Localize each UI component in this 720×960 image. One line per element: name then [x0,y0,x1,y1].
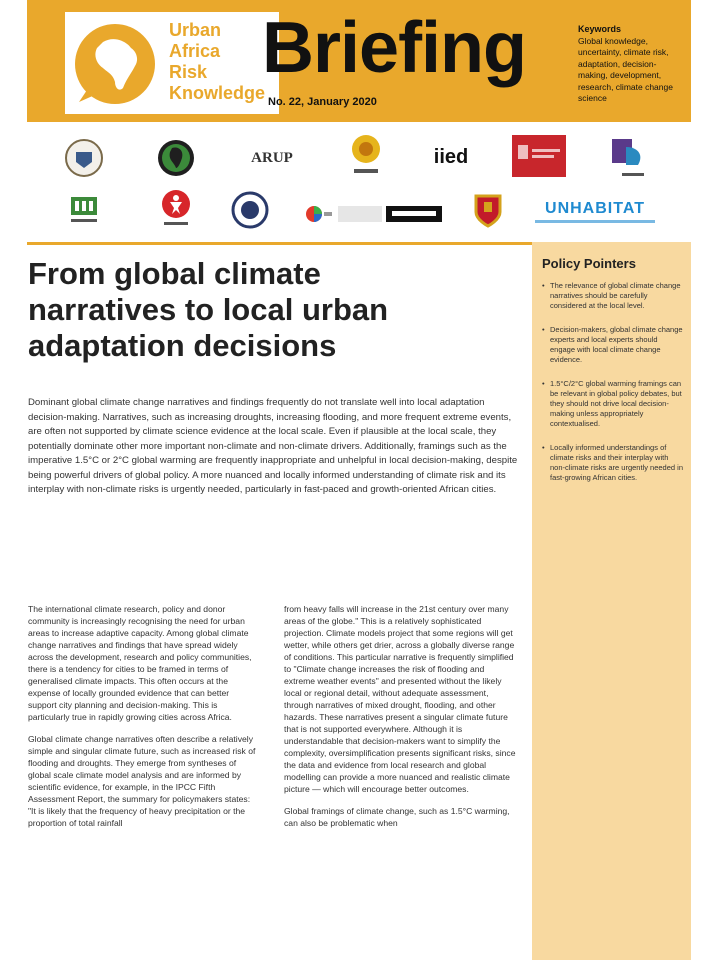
article-intro: Dominant global climate change narratives and findings frequently do not translate well into local adaptation decision-making. Narratives, such as increasing droughts, increasing flooding, and more frequent extreme events, are often not supported by climate science evidence at the local scale. Even if plausible at the local scale, they potentially dominate other more important non-climate and non-climate drivers. Additionally, framings such as the imperative 1.5°C or 2°C global warming are frequently inappropriate and unhelpful in local decision-making, despite being powerful drivers of global policy. A more nuanced and locally informed understanding of climate risk and its interplay with non-climate risks is urgently needed, particularly in fast-paced and growth-oriented African cities. [28,397,518,495]
body-paragraph: from heavy falls will increase in the 21st century over many areas of the globe." This is a relatively sophisticated projection. Climate models project that some regions will get wetter, while others get drier, across a globally diverse range of conditions. This particular narrative is frequently simplified to "Climate change increases the risk of flooding and extreme weather events" and presented without the likely local or regional detail, without adequate assessment, through narratives of mixed drought, flooding, and other hazards. These narratives present a singular climate future that is not supported everywhere. Although it is understandable that decision-makers want to simplify the complexity, oversimplification presents significant risks, since the data and evidence from local research and global modelling can provide a more nuanced and realistic climate picture — which will encourage better outcomes. [284,604,516,794]
black-bar-logo-icon [338,204,442,224]
africa-map-circle-icon [154,136,198,180]
policy-pointers-sidebar [532,242,691,960]
body-paragraph: The international climate research, policy and donor community is increasingly recognising the need for urban areas to increase adaptive capacity. Among global climate change narratives and findings that have spread widely across the development, research and policy communities, there is a tendency for cities to be framed in terms of generalised climate impacts. This often occurs at the expense of locally grounded evidence that can better support city planning and decision-making. This is particularly true in rapidly growing cities across Africa. [28,604,252,722]
unhabitat-logo [530,196,660,226]
iied-logo: iied [433,145,469,168]
body-paragraph: Global framings of climate change, such as 1.5°C warming, can also be problematic when [284,806,510,828]
logo-line-knowledge: Knowledge [169,83,266,103]
issue-number: No. 22, January 2020 [268,96,377,108]
policy-pointer: • Decision-makers, global climate change experts and local experts should engage with local climate change evidence. [542,325,683,365]
red-figure-icon [154,186,198,230]
urban-africa-risk-knowledge-logo [65,12,279,114]
headline-line: narratives to local urban [28,292,389,327]
unhabitat-wordmark: UNHABITAT [545,199,645,217]
logo-text [169,20,265,104]
green-building-icon [64,188,104,228]
headline-line: adaptation decisions [28,328,337,363]
body-column-right [284,603,516,839]
briefing-title: Briefing [262,8,527,88]
headline-rule [27,242,532,245]
policy-pointer: • 1.5°C/2°C global warming framings can be relevant in global policy debates, but they should not drive local decision-making unless appropriately contextualised. [542,379,683,429]
logo-line-urban: Urban [169,20,222,40]
policy-pointers-list [532,281,691,483]
partner-logos [60,130,680,235]
policy-pointers-title: Policy Pointers [542,256,636,271]
sun-emblem-icon [344,130,388,178]
body-column-left [28,603,260,839]
keywords-title: Keywords [578,24,622,34]
article-headline [28,256,523,364]
keywords-list: Global knowledge, uncertainty, climate risk, adaptation, decision-making, development, research, climate change science [578,35,673,103]
colour-wheel-logo-icon [300,202,336,226]
logo-line-africa: Africa [169,41,221,61]
university-crest-icon [62,136,106,180]
arup-logo: ARUP [251,149,293,166]
red-square-logo-icon [512,134,566,178]
seal-icon [228,188,272,232]
africa-speech-bubble-icon [73,22,157,106]
policy-pointer: • Locally informed understandings of climate risks and their interplay with non-climate risks are urgently needed in fast-growing African cities. [542,443,683,483]
headline-line: From global climate [28,256,321,291]
body-paragraph: Global climate change narratives often describe a relatively simple and singular climate future, such as increased risk of flooding and droughts. They emerge from syntheses of global scale climate model analysis and are informed by scientific evidence, for example, in the IPCC Fifth Assessment Report, the summary for policymakers states: "It is likely that the frequency of heavy precipitation or the proportion of total rainfall [28,734,256,828]
purple-shape-logo-icon [606,134,650,182]
unhabitat-tagline-bar [535,220,655,223]
keywords-box [578,24,682,105]
policy-pointer: • The relevance of global climate change narratives should be carefully considered at the local level. [542,281,683,311]
shield-crest-icon [468,190,508,230]
logo-line-risk: Risk [169,62,208,82]
